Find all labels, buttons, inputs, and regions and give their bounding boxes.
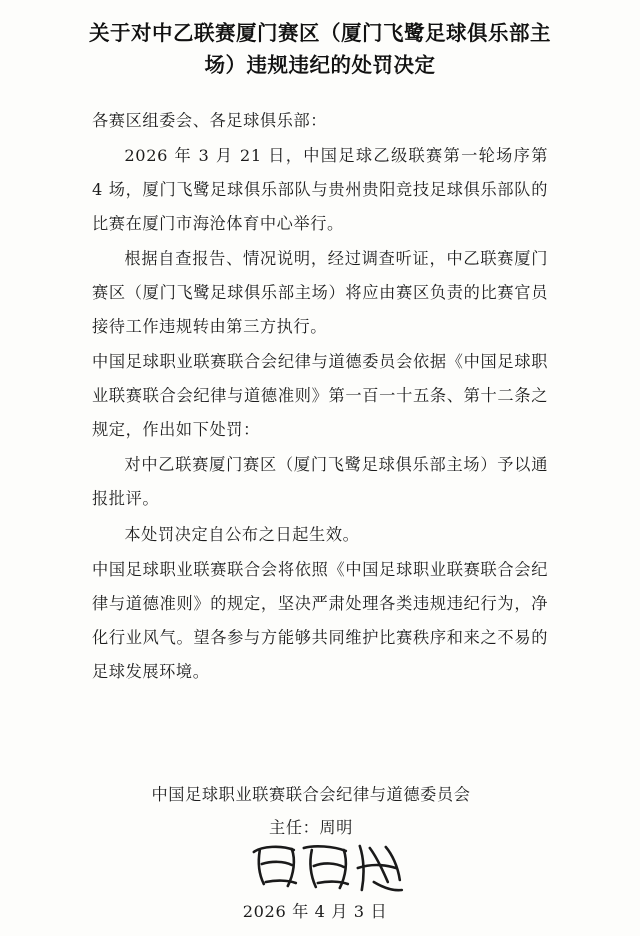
paragraph-regulations: 中国足球职业联赛联合会纪律与道德委员会依据《中国足球职业联赛联合会纪律与道德准则》第一百一十五条、第十二条之规定，作出如下处罚： [92,352,548,439]
paragraph-effective-date: 本处罚决定自公布之日起生效。 [124,524,360,544]
signature-organization: 中国足球职业联赛联合会纪律与道德委员会 [151,785,471,805]
page-title: 关于对中乙联赛厦门赛区（厦门飞鹭足球俱乐部主场）违规违纪的处罚决定 [89,21,551,77]
paragraph-match-info: 2026 年 3 月 21 日，中国足球乙级联赛第一轮场序第 4 场，厦门飞鹭足球俱乐部队与贵州贵阳竞技足球俱乐部队的比赛在厦门市海沧体育中心举行。 [92,146,548,233]
handwritten-signature-icon [0,838,640,902]
paragraph-closing: 中国足球职业联赛联合会将依照《中国足球职业联赛联合会纪律与道德准则》的规定，坚决严肃处理各类违规违纪行为，净化行业风气。望各参与方能够共同维护比赛秩序和来之不易的足球发展环境。 [92,560,548,681]
signature-person: 主任：周明 [269,817,353,837]
signature-date: 2026 年 4 月 3 日 [242,902,388,921]
paragraph-penalty: 对中乙联赛厦门赛区（厦门飞鹭足球俱乐部主场）予以通报批评。 [92,455,548,509]
document-body [0,82,640,689]
paragraph-investigation: 根据自查报告、情况说明，经过调查听证，中乙联赛厦门赛区（厦门飞鹭足球俱乐部主场）将应由赛区负责的比赛官员接待工作违规转由第三方执行。 [92,249,548,336]
paragraph-salutation: 各赛区组委会、各足球俱乐部： [92,110,328,130]
signature-block [0,779,640,922]
